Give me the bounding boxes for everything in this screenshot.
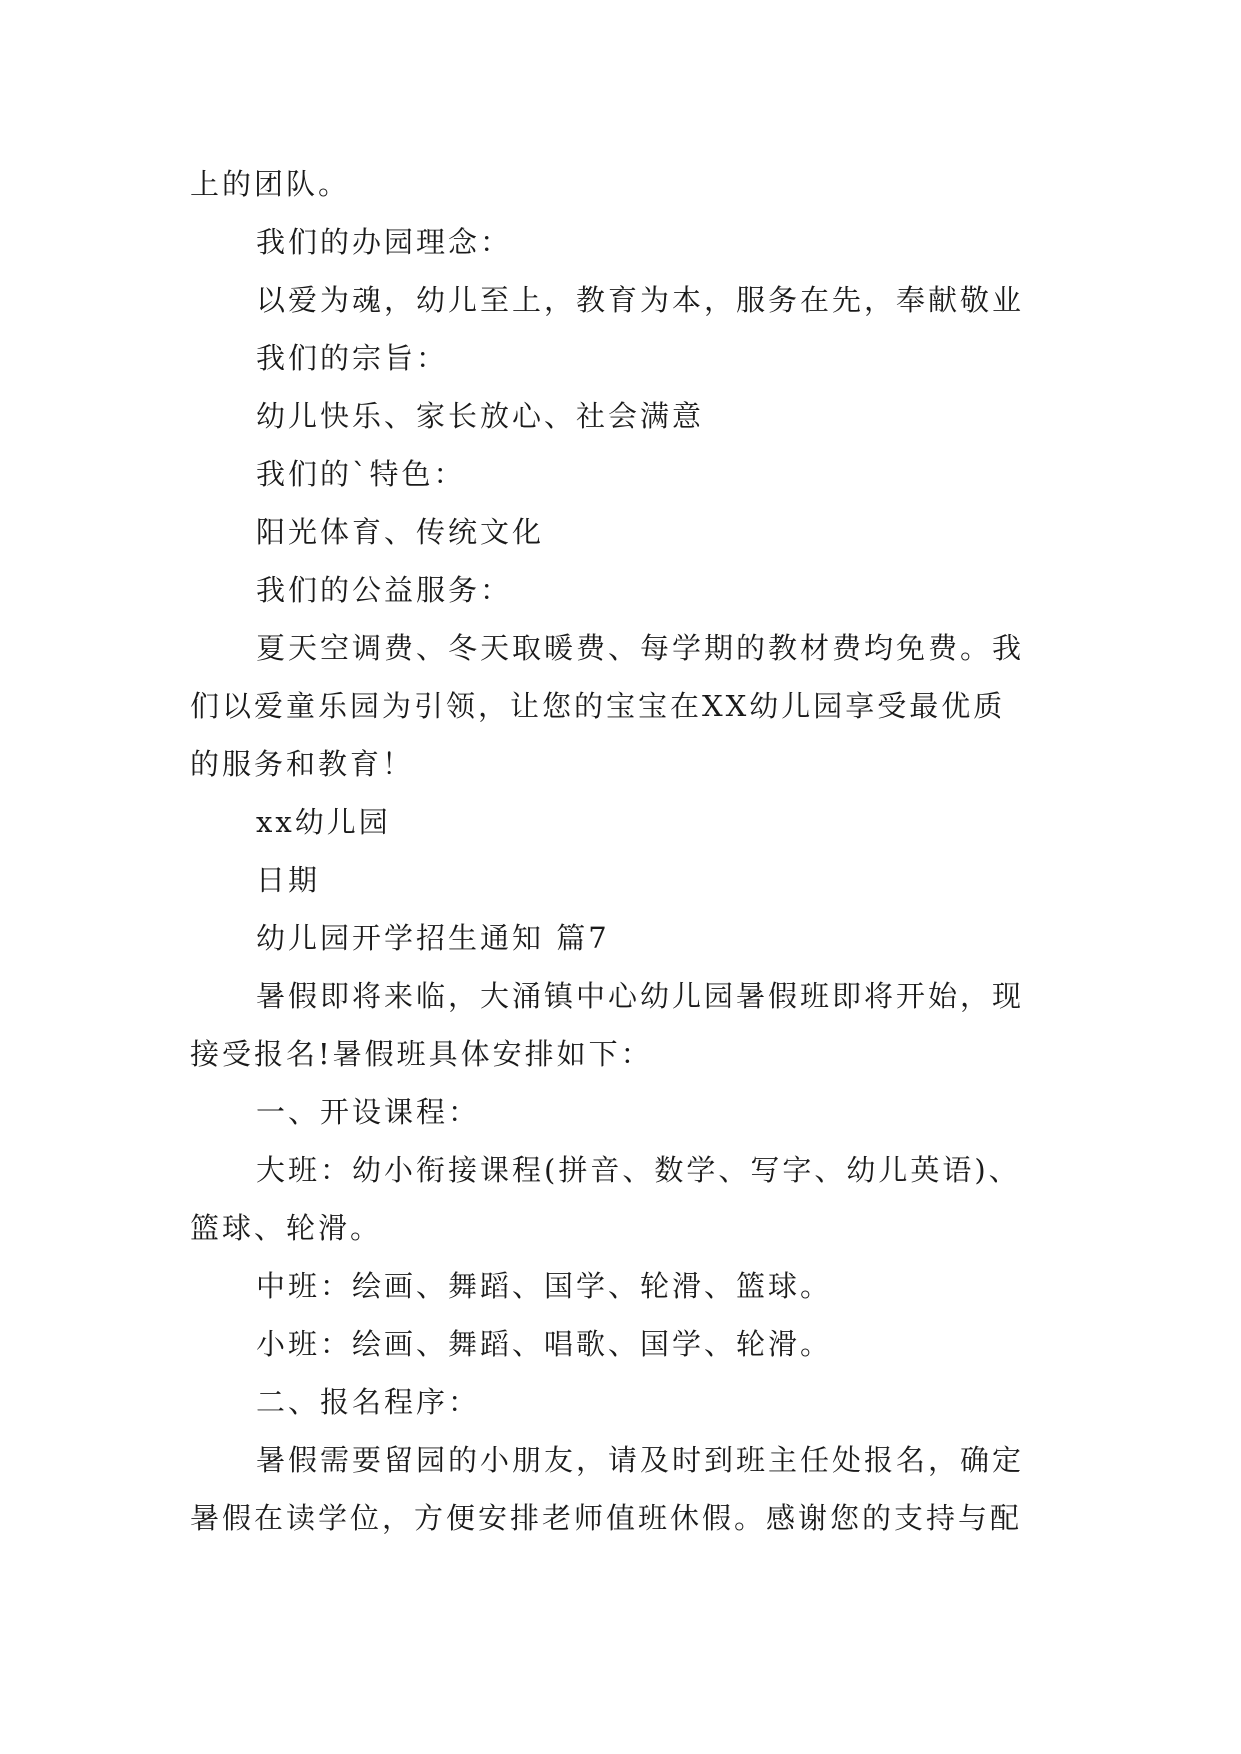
text-line: 们以爱童乐园为引领，让您的宝宝在XX幼儿园享受最优质 — [190, 689, 1006, 723]
section-heading: 幼儿园开学招生通知 篇7 — [256, 921, 610, 955]
text-line: 暑假需要留园的小朋友，请及时到班主任处报名，确定 — [256, 1443, 1025, 1477]
text-line: 小班：绘画、舞蹈、唱歌、国学、轮滑。 — [256, 1327, 833, 1361]
text-line: 我们的宗旨： — [256, 341, 449, 375]
text-line: 暑假即将来临，大涌镇中心幼儿园暑假班即将开始，现 — [256, 979, 1025, 1013]
text-line: 以爱为魂，幼儿至上，教育为本，服务在先，奉献敬业 — [256, 283, 1025, 317]
text-line: 阳光体育、传统文化 — [256, 515, 545, 549]
text-line: 接受报名!暑假班具体安排如下： — [190, 1037, 653, 1071]
date-line: 日期 — [256, 863, 321, 897]
text-line: 大班：幼小衔接课程(拼音、数学、写字、幼儿英语)、 — [256, 1153, 1021, 1187]
text-line: 我们的办园理念： — [256, 225, 513, 259]
signature-line: xx幼儿园 — [256, 805, 391, 839]
text-line: 我们的`特色： — [256, 457, 466, 491]
text-line: 一、开设课程： — [256, 1095, 481, 1129]
text-line: 上的团队。 — [190, 167, 351, 201]
text-line: 中班：绘画、舞蹈、国学、轮滑、篮球。 — [256, 1269, 833, 1303]
text-line: 幼儿快乐、家长放心、社会满意 — [256, 399, 705, 433]
text-line: 的服务和教育！ — [190, 747, 415, 781]
text-line: 二、报名程序： — [256, 1385, 481, 1419]
text-line: 篮球、轮滑。 — [190, 1211, 383, 1245]
text-line: 暑假在读学位，方便安排老师值班休假。感谢您的支持与配 — [190, 1501, 1023, 1535]
text-line: 夏天空调费、冬天取暖费、每学期的教材费均免费。我 — [256, 631, 1025, 665]
text-line: 我们的公益服务： — [256, 573, 513, 607]
